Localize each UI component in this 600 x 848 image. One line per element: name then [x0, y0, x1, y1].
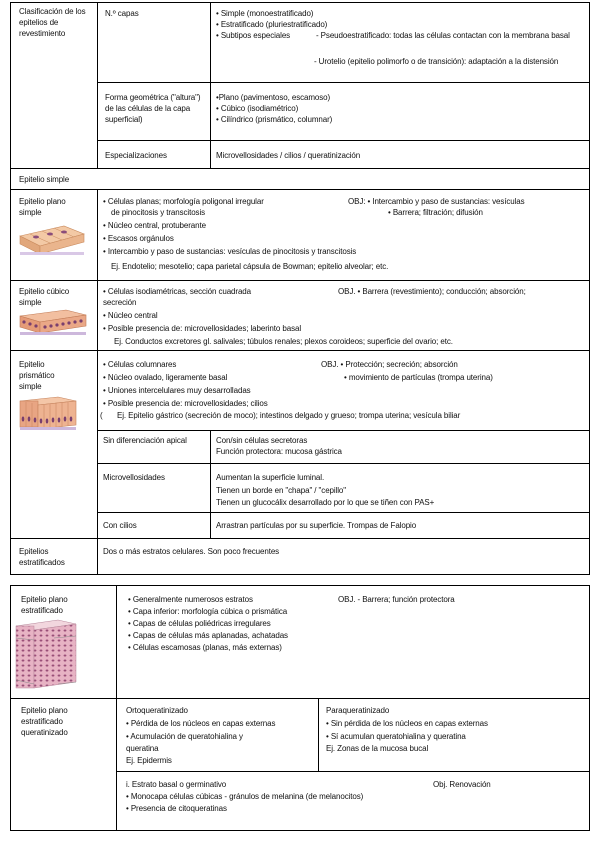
- estrato-title: i. Estrato basal o germinativo: [126, 780, 227, 789]
- queratinizado-label: Epitelio plano estratificado queratinizado: [21, 706, 68, 737]
- plano-estr-item: • Capas de células más aplanadas, achatadas: [128, 631, 288, 640]
- para-item: • Sin pérdida de los núcleos en capas externas: [326, 719, 488, 728]
- orto-item: queratina: [126, 744, 159, 753]
- plano-item: • Células planas; morfología poligonal irregular: [103, 197, 264, 206]
- plano-item: • Escasos orgánulos: [103, 234, 174, 243]
- plano-item: • Núcleo central, protuberante: [103, 221, 206, 230]
- prismatico-example: Ej. Epitelio gástrico (secreción de moco); intestinos delgado y grueso; trompa uterina; vesícula biliar: [117, 411, 461, 420]
- classification-title: Clasificación de los epitelios de revestimiento: [19, 7, 86, 38]
- plano-simple-label: Epitelio plano simple: [19, 197, 66, 217]
- sin-diferenciacion-text: Con/sin células secretoras: [216, 436, 308, 445]
- cubico-example: Ej. Conductos excretores gl. salivales; túbulos renales; plexos coroideos; superficie del ovario; etc.: [114, 337, 453, 346]
- capas-item: • Subtipos especiales: [216, 31, 291, 40]
- plano-estr-item: • Capas de células poliédricas irregulares: [128, 619, 271, 628]
- con-cilios-text: Arrastran partículas por su superficie. Trompas de Falopio: [216, 521, 417, 530]
- microvellosidades-text: Aumentan la superficie luminal.: [216, 473, 325, 482]
- capas-item: - Pseudoestratificado: todas las células contactan con la membrana basal: [316, 31, 570, 40]
- forma-item: • Cúbico (isodiamétrico): [216, 104, 299, 113]
- prismatico-item: • Uniones intercelulares muy desarrolladas: [103, 386, 251, 395]
- estratificados-label: Epitelios estratificados: [19, 547, 65, 567]
- prismatico-item: • Células columnares: [103, 360, 177, 369]
- cubico-simple-label: Epitelio cúbico simple: [19, 287, 70, 307]
- plano-estr-item: • Capa inferior: morfología cúbica o prismática: [128, 607, 288, 616]
- cubico-item: • Células isodiamétricas, sección cuadrada: [103, 287, 252, 296]
- simple-header: Epitelio simple: [19, 175, 70, 184]
- plano-estr-obj: OBJ. - Barrera; función protectora: [338, 595, 455, 604]
- columnar-epithelium-illustration: [18, 395, 80, 433]
- espec-label: Especializaciones: [105, 151, 167, 160]
- plano-estr-item: • Células escamosas (planas, más externas): [128, 643, 282, 652]
- prismatico-obj: • movimiento de partículas (trompa uterina): [344, 373, 493, 382]
- para-item: • Sí acumulan queratohialina y queratina: [326, 732, 466, 741]
- forma-item: • Cilíndrico (prismático, columnar): [216, 115, 333, 124]
- cuboidal-epithelium-illustration: [18, 308, 88, 336]
- sin-diferenciacion-label: Sin diferenciación apical: [103, 436, 187, 445]
- capas-item: • Estratificado (pluriestratificado): [216, 20, 328, 29]
- prismatico-paren: (: [100, 411, 103, 420]
- forma-item: •Plano (pavimentoso, escamoso): [216, 93, 331, 102]
- cubico-item: • Posible presencia de: microvellosidades; laberinto basal: [103, 324, 302, 333]
- prismatico-item: • Núcleo ovalado, ligeramente basal: [103, 373, 228, 382]
- con-cilios-label: Con cilios: [103, 521, 137, 530]
- prismatico-item: • Posible presencia de: microvellosidades; cilios: [103, 399, 268, 408]
- forma-label: Forma geométrica ("altura") de las células de la capa superficial): [105, 93, 201, 124]
- plano-obj: OBJ: • Intercambio y paso de sustancias: vesículas: [348, 197, 525, 206]
- orto-title: Ortoqueratinizado: [126, 706, 188, 715]
- orto-item: • Acumulación de queratohialina y: [126, 732, 243, 741]
- plano-estr-item: • Generalmente numerosos estratos: [128, 595, 253, 604]
- para-title: Paraqueratinizado: [326, 706, 390, 715]
- capas-item: - Urotelio (epitelio polimorfo o de transición): adaptación a la distensión: [314, 57, 559, 66]
- cubico-obj: OBJ. • Barrera (revestimiento); conducción; absorción;: [338, 287, 526, 296]
- estrato-item: • Monocapa células cúbicas - gránulos de melanina (de melanocitos): [126, 792, 364, 801]
- stratified-epithelium-illustration: [14, 618, 78, 692]
- estrato-obj: Obj. Renovación: [433, 780, 491, 789]
- cubico-item: secreción: [103, 298, 137, 307]
- espec-value: Microvellosidades / cilios / queratinización: [216, 151, 361, 160]
- flat-epithelium-illustration: [18, 222, 86, 256]
- plano-estratificado-label: Epitelio plano estratificado: [21, 595, 68, 615]
- cubico-item: • Núcleo central: [103, 311, 158, 320]
- plano-item: • Intercambio y paso de sustancias: vesículas de pinocitosis y transcitosis: [103, 247, 357, 256]
- orto-item: • Pérdida de los núcleos en capas externas: [126, 719, 276, 728]
- capas-item: • Simple (monoestratificado): [216, 9, 314, 18]
- microvellosidades-text: Tienen un glucocálix desarrollado por lo que se tiñen con PAS+: [216, 498, 435, 507]
- sin-diferenciacion-text: Función protectora: mucosa gástrica: [216, 447, 342, 456]
- plano-obj: • Barrera; filtración; difusión: [388, 208, 483, 217]
- estratificados-text: Dos o más estratos celulares. Son poco frecuentes: [103, 547, 280, 556]
- orto-example: Ej. Epidermis: [126, 756, 172, 765]
- plano-example: Ej. Endotelio; mesotelio; capa parietal cápsula de Bowman; epitelio alveolar; etc.: [111, 262, 389, 271]
- capas-label: N.º capas: [105, 9, 139, 18]
- plano-item: de pinocitosis y transcitosis: [111, 208, 206, 217]
- prismatico-simple-label: Epitelio prismático simple: [19, 360, 55, 391]
- microvellosidades-label: Microvellosidades: [103, 473, 165, 482]
- estrato-item: • Presencia de citoqueratinas: [126, 804, 227, 813]
- microvellosidades-text: Tienen un borde en "chapa" / "cepillo": [216, 486, 347, 495]
- prismatico-obj: OBJ. • Protección; secreción; absorción: [321, 360, 458, 369]
- para-example: Ej. Zonas de la mucosa bucal: [326, 744, 429, 753]
